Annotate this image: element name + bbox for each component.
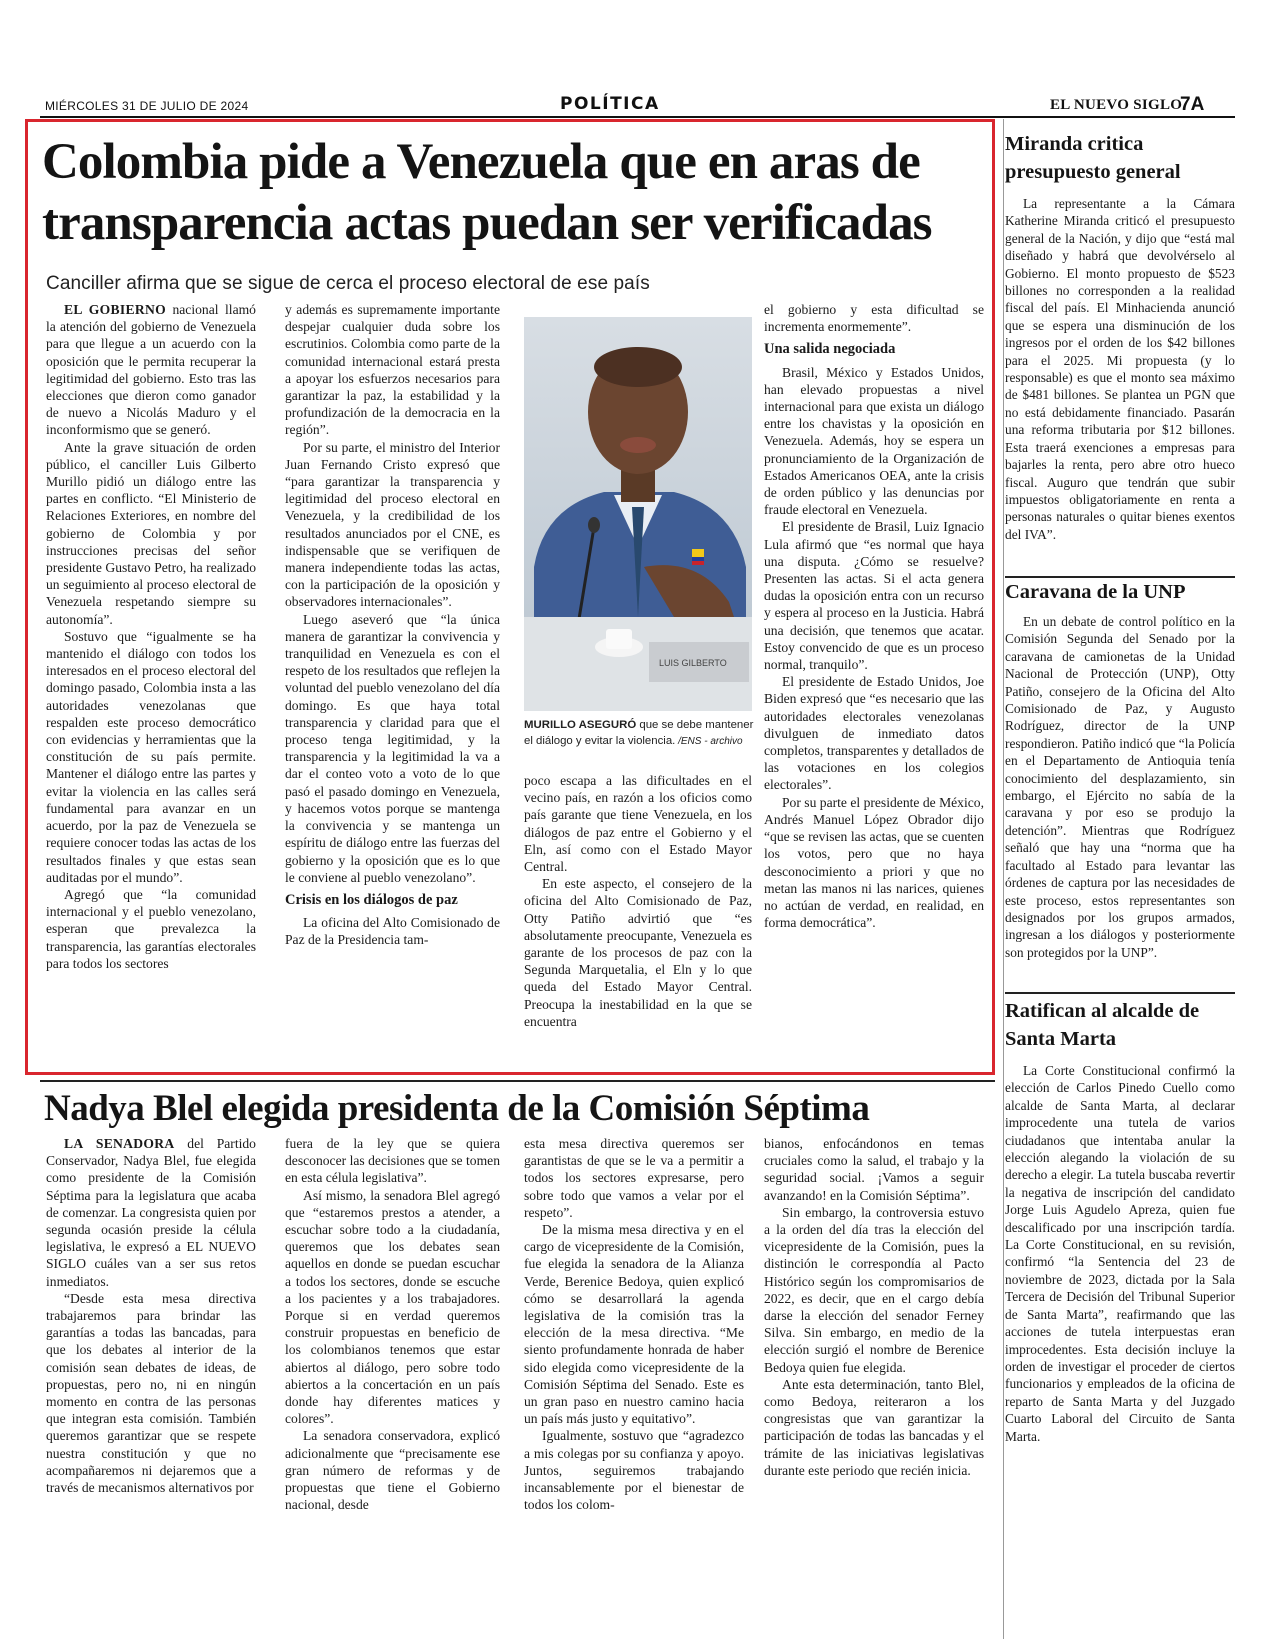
subhead: Crisis en los diálogos de paz xyxy=(285,891,458,908)
second-column-2 xyxy=(285,1135,500,1513)
paragraph-text: Igualmente, sostuvo que “agradezco a mis colegas por su confianza y apoyo. Juntos, seguiremos trabajando incansablemente por el bienestar de todos los colom- xyxy=(524,1428,744,1513)
paragraph xyxy=(524,1135,744,1221)
sidebar-title-caravana: Caravana de la UNP xyxy=(1005,581,1186,603)
paragraph-text: Por su parte el presidente de México, Andrés Manuel López Obrador dijo “que se revisen las actas, que se cuenten los votos, pero que no haya desconocimiento a priori y que no metan las manos ni las narices, quienes no actúan de verdad, en realidad, en forma democrática”. xyxy=(764,794,984,931)
sidebar-title-santa-marta: Ratifican al alcalde de Santa Marta xyxy=(1005,1000,1200,1050)
lead-column-1 xyxy=(46,301,256,972)
paragraph xyxy=(285,439,500,611)
paragraph xyxy=(764,518,984,673)
paragraph xyxy=(524,1221,744,1427)
paragraph xyxy=(524,875,752,1030)
sidebar-title-miranda: Miranda critica presupuesto general xyxy=(1005,133,1181,183)
sidebar-body-caravana: En un debate de control político en la Comisión Segunda del Senado por la caravana de camionetas de la Unidad Nacional de Protección (UNP), Otty Patiño, consejero de la Oficina del Alto Comisionado de Paz, y Augusto Rodríguez, director de la UNP respondieron. Patiño indicó que “la Policía en el Departamento de Antioquia tenía conocimiento del desplazamiento, sin embargo, el Ejército no sabía de la caravana y por eso se produjo la detención”. Mientras que Rodríguez señaló que hay una “norma que ha facultado al Estado para levantar las órdenes de captura por las necesidades de este proceso, estos representantes son designados por los grupos armados, ingresan a los diálogos y posteriormente son protegidos por la UNP”. xyxy=(1005,614,1235,960)
lead-in: LA SENADORA xyxy=(64,1136,175,1151)
paragraph-text: bianos, enfocándonos en temas cruciales como la salud, el trabajo y la seguridad social. ¡Vamos a seguir avanzando! en la Comisión Séptima”. xyxy=(764,1136,984,1203)
story-separator xyxy=(40,1080,995,1082)
paragraph-text: Brasil, México y Estados Unidos, han elevado propuestas a nivel internacional para que exista un diálogo entre los chavistas y la oposición en Venezuela. Además, hoy se espera un pronunciamiento de la Organización de Estados Americanos OEA, ante la crisis de orden público y las denuncias por fraude electoral en Venezuela. xyxy=(764,364,984,518)
photo-illustration xyxy=(524,317,752,711)
second-headline: Nadya Blel elegida presidenta de la Comisión Séptima xyxy=(44,1088,870,1129)
nameplate-text: LUIS GILBERTO xyxy=(659,658,727,668)
paragraph-text: El presidente de Brasil, Luiz Ignacio Lula afirmó que “es normal que haya una disputa. ¿Cómo se resuelve? Presenten las actas. Si el acta genera dudas la oposición entra con un recurso y espera al proceso en la Justicia. Habrá una decisión, que tenemos que acatar. Estoy convencido de que es un proceso normal, tranquilo”. xyxy=(764,519,984,673)
paragraph xyxy=(46,628,256,886)
paragraph xyxy=(46,439,256,628)
sidebar-body-santa-marta: La Corte Constitucional confirmó la elección de Carlos Pinedo Cuello como alcalde de Santa Marta, al declarar improcedente una tutela de varios ciudadanos que intentaba anular la elección alegando la violación de su derecho a elegir. La tutela buscaba revertir la negativa de inscripción del candidato Jorge Luis Agudelo Apreza, quien fue descalificado por una inscripción tardía. La Corte Constitucional, en su revisión, confirmó “la Sentencia del 23 de noviembre de 2023, dictada por la Sala Tercera de Decisión del Tribunal Superior de Santa Marta”, reafirmando que las acciones de tutela interpuestas eran improcedentes. Esta decisión incluye la orden de investigar el proceder de ciertos funcionarios y empleados de la oficina de reparto de Santa Marta y del Juzgado Cuarto Laboral del Circuito de Santa Marta. xyxy=(1005,1063,1235,1444)
paragraph-text: De la misma mesa directiva y en el cargo de vicepresidente de la Comisión, fue elegida la senadora de la Alianza Verde, Berenice Bedoya, quien explicó cómo se desarrollará la agenda legislativa de la comisión tras la elección de la mesa directiva. “Me siento profundamente honrada de haber sido elegida como vicepresidente de la Comisión Séptima del Senado. Este es un gran paso en nuestro camino hacia un país más justo y equitativo”. xyxy=(524,1222,744,1427)
subhead: Una salida negociada xyxy=(764,341,896,358)
lead-column-3 xyxy=(524,772,752,1030)
paragraph xyxy=(764,364,984,519)
paragraph-text: nacional llamó la atención del gobierno de Venezuela para que llegue a un acuerdo con la oposición que le permita recuperar la legitimidad del gobierno. Esto tras las elecciones que dieron como ganador de nuevo a Nicolás Maduro y el inconformismo que se generó. xyxy=(46,302,256,438)
section-title: POLÍTICA xyxy=(560,94,660,114)
lead-headline: Colombia pide a Venezuela que en aras de transparencia actas puedan ser verificadas xyxy=(42,134,932,251)
lead-in: EL GOBIERNO xyxy=(64,302,166,317)
paragraph xyxy=(285,1187,500,1428)
issue-date: MIÉRCOLES 31 DE JULIO DE 2024 xyxy=(45,99,249,113)
paragraph-text: “Desde esta mesa directiva trabajaremos para brindar las garantías a todas las bancadas, para que los debates al interior de la comisión sean debates de ideas, de propuestas, pero no, ni en ningún momento en contra de las personas que integran esta comisión. También queremos garantizar que se respete nuestra constitución y que no acompañaremos ni dejaremos que a través de mecanismos alternativos por xyxy=(46,1290,256,1496)
paragraph-text: Ante la grave situación de orden público, el canciller Luis Gilberto Murillo pidió un diálogo entre las partes en conflicto. “El Ministerio de Relaciones Exteriores, en nombre del gobierno de Colombia y por instrucciones precisas del señor presidente Gustavo Petro, ha realizado un seguimiento al proceso electoral de Venezuela respetando siempre su autonomía”. xyxy=(46,439,256,627)
sidebar-body-miranda: La representante a la Cámara Katherine Miranda criticó el presupuesto general de la Nación, y dijo que “está mal diseñado y habrá que devolvérselo al Gobierno. El monto propuesto de $523 billones no corresponden a la realidad fiscal del país. El Minhacienda anunció que se espera una disminución de los ingresos por el orden de los $42 billones para el 2025. Mi propuesta (y lo responsable) es que el monto sea máximo de $481 billones. Se plantea un PGN que no está debidamente financiado. Pasarán una reforma tributaria por $12 billones. Esta traerá exenciones a empresas para bajarles la renta, pero abre otro hueco fiscal. Auguro que tendrán que subir impuestos obligatoriamente en renta a personas naturales o quitar bienes exentos del IVA”. xyxy=(1005,196,1235,542)
second-column-3 xyxy=(524,1135,744,1513)
paragraph-text: Ante esta determinación, tanto Blel, como Bedoya, reiteraron a los congresistas que van garantizar la participación de todas las bancadas y el trámite de las iniciativas legislativas durante este periodo que recién inicia. xyxy=(764,1376,984,1478)
paragraph-text: En este aspecto, el consejero de la oficina del Alto Comisionado de Paz, Otty Patiño advirtió que “es absolutamente preocupante, Venezuela es garante de los procesos de paz con la Segunda Marquetalia, el Eln y lo que queda del Estado Mayor Central. Preocupa la inestabilidad en la que se encuentra xyxy=(524,876,752,1029)
lead-column-4 xyxy=(764,301,984,931)
caption-text: que se debe mantener el diálogo y evitar la violencia. xyxy=(524,719,754,747)
paragraph-text: El presidente de Estado Unidos, Joe Biden expresó que “es necesario que las autoridades electorales venezolanas divulguen de inmediato datos completos, transparentes y detallados de las votaciones en los colegios electorales”. xyxy=(764,674,984,793)
paragraph xyxy=(764,673,984,793)
lead-column-2 xyxy=(285,301,500,949)
paragraph-text: Agregó que “la comunidad internacional y el pueblo venezolano, esperan que prevalezca la transparencia, las garantías electorales para todos los sectores xyxy=(46,886,256,971)
newspaper-name: EL NUEVO SIGLO xyxy=(1050,97,1183,113)
paragraph xyxy=(524,1427,744,1513)
murillo-photo xyxy=(524,317,752,711)
sidebar-divider xyxy=(1003,119,1004,1639)
paragraph-text: Luego aseveró que “la única manera de garantizar la convivencia y tranquilidad en Venezuela es con el respeto de los resultados que reflejen la voluntad del pueblo venezolano del día domingo. Es que haya total transparencia y claridad para que el proceso tenga legitimidad, y la transparencia y la legitimidad la va a dar el conteo voto a voto de lo que pasó el pasado domingo en Venezuela, y hacemos votos porque se mantenga la convivencia y se mantenga un espíritu de diálogo entre las fuerzas del gobierno y la oposición que es lo que le conviene al pueblo venezolano”. xyxy=(285,611,500,885)
paragraph xyxy=(764,301,984,335)
paragraph-text: La senadora conservadora, explicó adicionalmente que “precisamente ese gran número de reformas y de propuestas que tiene el Gobierno nacional, desde xyxy=(285,1428,500,1513)
paragraph xyxy=(285,1427,500,1513)
paragraph xyxy=(764,794,984,932)
paragraph-text: Así mismo, la senadora Blel agregó que “estaremos prestos a atender, a escuchar sobre todo a la ciudadanía, queremos que los debates sean aquellos en donde se puedan escuchar a todos los sectores, donde se escuche a los pacientes y a los trabajadores. Porque si en verdad queremos construir propuestas en beneficio de los colombianos tenemos que estar abiertos al diálogo, pero sobre todo abiertos a la concertación en un país donde hay diferentes matices y colores”. xyxy=(285,1187,500,1427)
second-column-4 xyxy=(764,1135,984,1479)
paragraph xyxy=(46,1290,256,1496)
paragraph-text: Por su parte, el ministro del Interior Juan Fernando Cristo expresó que “para garantizar la transparencia y legitimidad del proceso electoral en Venezuela, y la credibilidad de los resultados anunciados por el CNE, es indispensable que se verifiquen de manera independiente todas las actas, con la participación de la oposición y observadores internacionales”. xyxy=(285,439,500,610)
masthead-rule xyxy=(40,116,1235,118)
photo-caption xyxy=(524,718,754,749)
paragraph xyxy=(285,914,500,948)
paragraph-text: La oficina del Alto Comisionado de Paz de la Presidencia tam- xyxy=(285,915,500,948)
paragraph xyxy=(46,886,256,972)
paragraph xyxy=(764,1204,984,1376)
lead-deck: Canciller afirma que se sigue de cerca el proceso electoral de ese país xyxy=(46,273,650,294)
paragraph xyxy=(524,772,752,875)
paragraph-text: Sin embargo, la controversia estuvo a la orden del día tras la elección del vicepresidente de la Comisión, pues la distinción le correspondía al Pacto Histórico según los compromisarios de 2022, es decir, que en el cargo debía darse la elección del senador Ferney Silva. Sin embargo, en medio de la elección surgió el nombre de Berenice Bedoya quien fue elegida. xyxy=(764,1204,984,1375)
paragraph-text: esta mesa directiva queremos ser garantistas de que se le va a permitir a todos los sectores expresarse, pero sobre todo que vamos a velar por el respeto”. xyxy=(524,1136,744,1220)
photo-credit: /ENS - archivo xyxy=(675,735,743,747)
page-number: 7A xyxy=(1180,94,1205,115)
paragraph-text: poco escapa a las dificultades en el vecino país, en razón a los oficios como país garante que tiene Venezuela, en los diálogos de paz entre el Gobierno y el Eln, así como con el Estado Mayor Central. xyxy=(524,773,752,875)
second-column-1 xyxy=(46,1135,256,1496)
paragraph-text: el gobierno y esta dificultad se incrementa enormemente”. xyxy=(764,302,984,335)
paragraph xyxy=(285,301,500,439)
paragraph xyxy=(764,1135,984,1204)
caption-lead: MURILLO ASEGURÓ xyxy=(524,719,637,731)
paragraph xyxy=(46,1135,256,1290)
paragraph-text: del Partido Conservador, Nadya Blel, fue elegida como presidente de la Comisión Séptima para la legislatura que acaba de comenzar. La congresista quien por segunda ocasión preside la célula legislativa, le expresó a EL NUEVO SIGLO cuáles van a ser sus retos inmediatos. xyxy=(46,1136,256,1289)
paragraph xyxy=(285,1135,500,1187)
paragraph-text: Sostuvo que “igualmente se ha mantenido el diálogo con todos los interesados en el proceso electoral del domingo pasado, Colombia insta a las autoridades venezolanas que respalden este proceso democrático con evidencias y herramientas que la constitución de su país permite. Mantener el diálogo entre las partes y evitar la violencia en las calles será fundamental para avanzar en un acuerdo, por la paz de Venezuela se requiere conocer todas las actas de los resultados finales y que estas sean auditadas por el mundo”. xyxy=(46,628,256,885)
paragraph-text: fuera de la ley que se quiera desconocer las decisiones que se tomen en esta célula legislativa”. xyxy=(285,1136,500,1186)
paragraph xyxy=(46,301,256,439)
paragraph-text: y además es supremamente importante despejar cualquier duda sobre los escrutinios. Colombia como parte de la comunidad internacional estará presta a apoyar los esfuerzos necesarios para garantizar la paz, la estabilidad y la profundización de la democracia en la región”. xyxy=(285,302,500,438)
sidebar-separator xyxy=(1005,992,1235,994)
paragraph xyxy=(764,1376,984,1479)
paragraph xyxy=(285,611,500,886)
